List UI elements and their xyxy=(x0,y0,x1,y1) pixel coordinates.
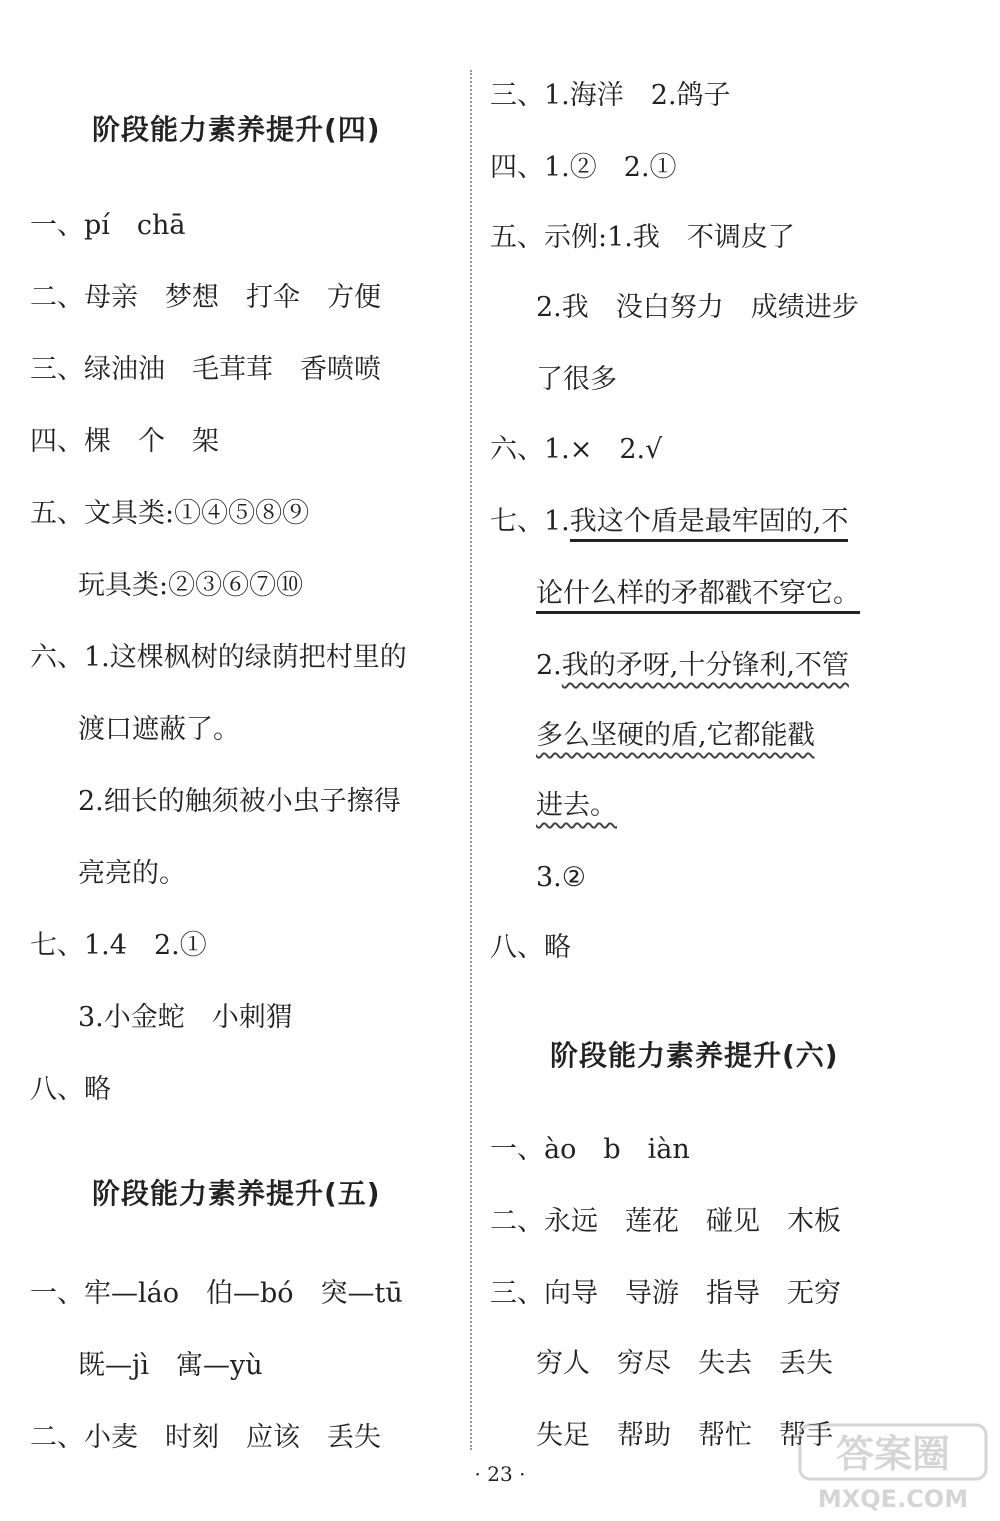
answer-line: 二、小麦 时刻 应该 丢失 xyxy=(30,1422,381,1453)
straight-underlined-text: 论什么样的矛都戳不穿它。 xyxy=(536,578,860,614)
section-heading-5: 阶段能力素养提升(五) xyxy=(92,1177,381,1210)
answer-line: 3.小金蛇 小刺猬 xyxy=(78,1002,293,1033)
answer-line: 失足 帮助 帮忙 帮手 xyxy=(536,1420,833,1451)
answer-line: 三、绿油油 毛茸茸 香喷喷 xyxy=(30,354,381,385)
answer-line: 八、略 xyxy=(30,1074,111,1105)
wavy-underlined-text: 多么坚硬的盾,它都能戳 xyxy=(536,720,815,751)
answer-line: 3.② xyxy=(536,862,586,893)
answer-line: 亮亮的。 xyxy=(78,858,186,889)
answer-line: 玩具类:②③⑥⑦⑩ xyxy=(78,570,304,601)
answer-line: 八、略 xyxy=(490,932,571,963)
answer-line: 三、向导 导游 指导 无穷 xyxy=(490,1278,841,1309)
answer-line: 七、1.4 2.① xyxy=(30,930,207,961)
answer-line: 五、示例:1.我 不调皮了 xyxy=(490,222,795,253)
answer-line xyxy=(536,576,860,612)
answer-line: 既—jì 寓—yù xyxy=(78,1350,263,1381)
straight-underlined-text: 我这个盾是最牢固的,不 xyxy=(570,506,849,542)
answer-line xyxy=(536,788,617,824)
answer-line: 一、牢—láo 伯—bó 突—tū xyxy=(30,1278,403,1309)
section-heading-4: 阶段能力素养提升(四) xyxy=(92,113,381,146)
answer-line: 二、母亲 梦想 打伞 方便 xyxy=(30,282,381,313)
answer-prefix: 七、1. xyxy=(490,506,570,537)
answer-line: 穷人 穷尽 失去 丢失 xyxy=(536,1348,833,1379)
watermark-logo-icon xyxy=(798,1423,988,1513)
answer-line: 四、棵 个 架 xyxy=(30,426,219,457)
answer-line: 一、ào b iàn xyxy=(490,1134,690,1165)
answer-line: 三、1.海洋 2.鸽子 xyxy=(490,80,731,111)
wavy-underlined-text: 我的矛呀,十分锋利,不管 xyxy=(561,650,849,681)
answer-line: 四、1.② 2.① xyxy=(490,152,677,183)
answer-line: 六、1.× 2.√ xyxy=(490,434,663,465)
answer-line xyxy=(536,718,815,754)
answer-prefix: 2. xyxy=(536,650,562,681)
right-column xyxy=(490,0,930,1461)
answer-line: 渡口遮蔽了。 xyxy=(78,714,240,745)
watermark-url: MXQE.COM xyxy=(817,1485,969,1513)
answer-line: 二、永远 莲花 碰见 木板 xyxy=(490,1206,841,1237)
answer-line-seven-2 xyxy=(536,648,849,684)
answer-line: 2.我 没白努力 成绩进步 xyxy=(536,292,859,323)
wavy-underlined-text: 进去。 xyxy=(536,790,617,821)
left-column xyxy=(30,0,460,1461)
section-heading-6: 阶段能力素养提升(六) xyxy=(550,1039,839,1072)
column-divider xyxy=(470,70,472,1450)
watermark-text: 答案圈 xyxy=(835,1432,951,1476)
answer-line: 一、pí chā xyxy=(30,210,186,241)
answer-line: 2.细长的触须被小虫子擦得 xyxy=(78,786,401,817)
answer-line: 五、文具类:①④⑤⑧⑨ xyxy=(30,498,310,529)
answer-line: 六、1.这棵枫树的绿荫把村里的 xyxy=(30,642,407,673)
page-number: · 23 · xyxy=(474,1462,526,1486)
answer-line-seven-1 xyxy=(490,504,848,540)
answer-line: 了很多 xyxy=(536,364,617,395)
